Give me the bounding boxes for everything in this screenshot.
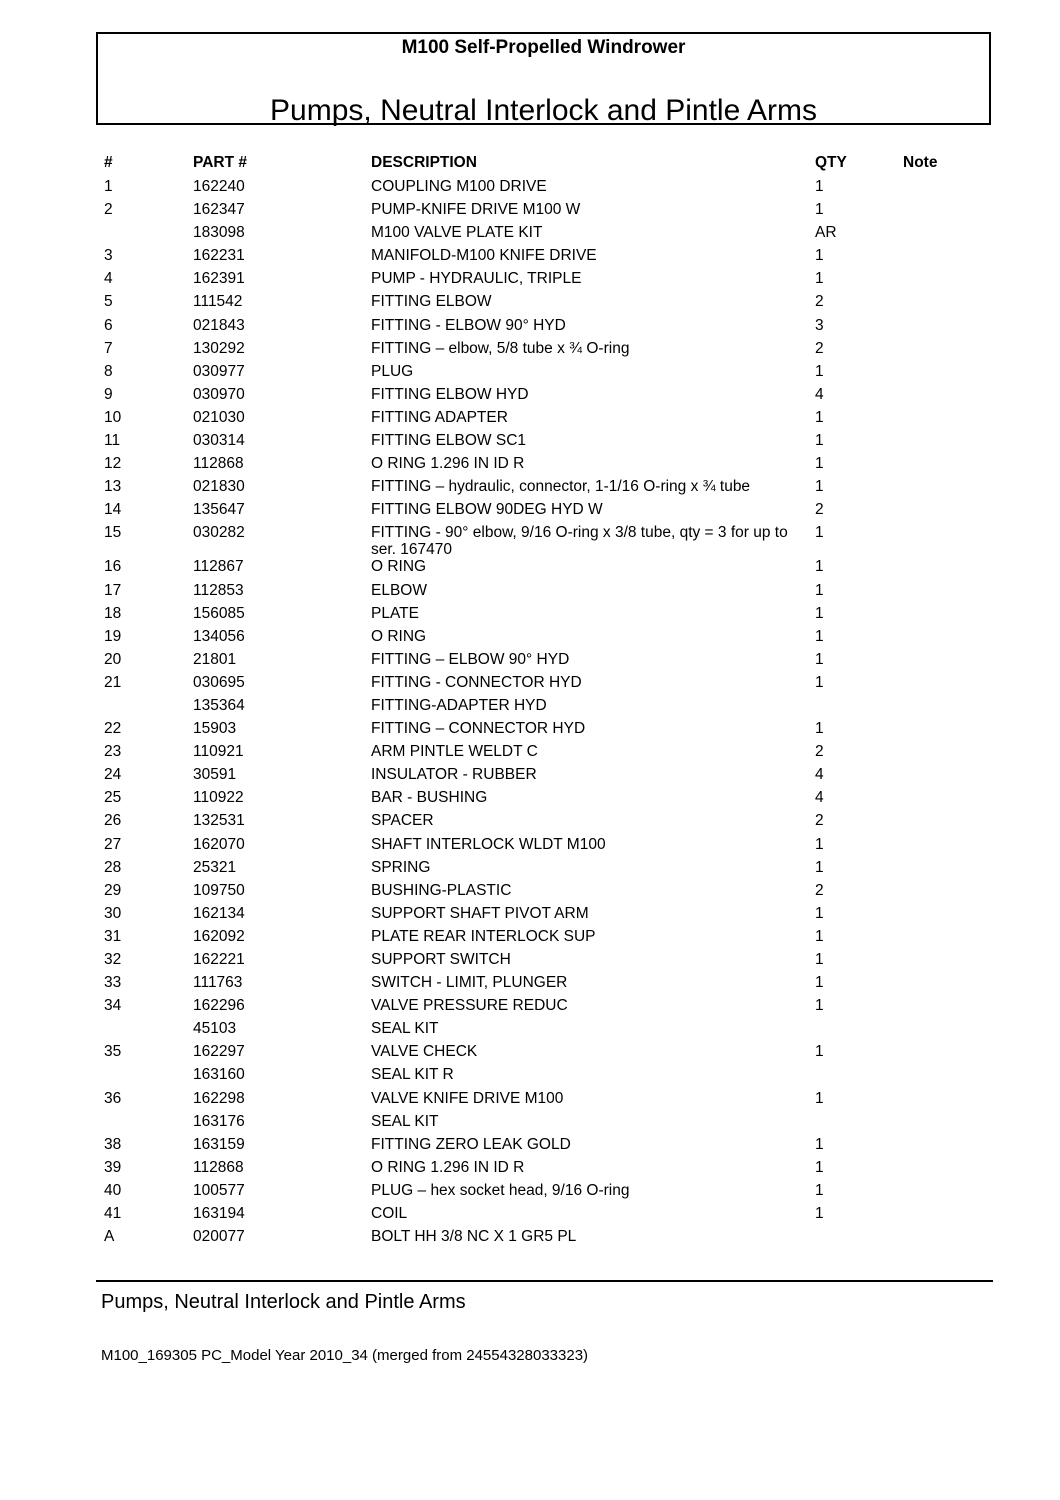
part-number: 132531 <box>193 812 245 830</box>
part-note <box>903 478 964 501</box>
part-quantity: 1 <box>815 178 824 195</box>
part-note <box>903 720 964 743</box>
part-note <box>903 974 964 997</box>
table-row <box>104 501 964 524</box>
part-quantity: 1 <box>815 1158 824 1176</box>
part-quantity <box>815 1113 903 1136</box>
table-row <box>104 766 964 789</box>
part-quantity <box>815 697 903 720</box>
row-number: 13 <box>104 478 122 496</box>
part-number: 021030 <box>193 408 245 426</box>
column-header-description: DESCRIPTION <box>371 154 477 171</box>
part-description: FITTING ADAPTER <box>371 408 508 426</box>
part-description: BOLT HH 3/8 NC X 1 GR5 PL <box>371 1228 577 1246</box>
part-note <box>903 247 964 270</box>
table-row <box>104 974 964 997</box>
part-note <box>903 524 964 558</box>
part-description: SWITCH - LIMIT, PLUNGER <box>371 974 568 992</box>
part-description: O RING <box>371 627 427 645</box>
part-quantity: 1 <box>815 455 824 473</box>
table-row <box>104 224 964 247</box>
table-row <box>104 997 964 1020</box>
part-quantity: 2 <box>815 339 824 357</box>
part-note <box>903 697 964 720</box>
table-row <box>104 293 964 316</box>
part-note <box>903 928 964 951</box>
part-number: 183098 <box>193 224 245 242</box>
part-description: PUMP-KNIFE DRIVE M100 W <box>371 201 581 219</box>
part-number: 112868 <box>193 1158 244 1176</box>
part-number: 112868 <box>193 455 244 473</box>
part-quantity: 1 <box>815 408 824 426</box>
part-description: PLATE <box>371 604 419 622</box>
table-row <box>104 605 964 628</box>
part-quantity: 1 <box>815 650 824 668</box>
part-note <box>903 1113 964 1136</box>
table-row <box>104 951 964 974</box>
page-title: Pumps, Neutral Interlock and Pintle Arms <box>270 94 817 127</box>
table-row <box>104 270 964 293</box>
part-quantity: 1 <box>815 581 824 599</box>
part-number: 111542 <box>193 293 243 311</box>
row-number: 36 <box>104 1089 122 1107</box>
part-number: 030314 <box>193 432 245 450</box>
parts-table <box>104 154 964 1251</box>
row-number: 40 <box>104 1181 122 1199</box>
table-row <box>104 524 964 558</box>
footer-divider <box>96 1280 993 1282</box>
part-number: 45103 <box>193 1020 237 1038</box>
part-number: 134056 <box>193 627 245 645</box>
part-quantity: 1 <box>815 362 824 380</box>
part-description: O RING 1.296 IN ID R <box>371 1158 525 1176</box>
row-number: 11 <box>104 432 121 450</box>
part-number: 109750 <box>193 881 245 899</box>
table-row <box>104 1205 964 1228</box>
column-header-number: # <box>104 154 113 171</box>
table-row <box>104 1182 964 1205</box>
table-row <box>104 905 964 928</box>
part-note <box>903 1066 964 1089</box>
row-number: 14 <box>104 501 122 519</box>
part-quantity: 1 <box>815 858 824 876</box>
part-number: 162297 <box>193 1043 245 1061</box>
part-note <box>903 582 964 605</box>
row-number: 6 <box>104 316 113 334</box>
part-number: 030282 <box>193 524 245 542</box>
row-number: 17 <box>104 581 122 599</box>
part-quantity: 4 <box>815 766 824 784</box>
table-row <box>104 582 964 605</box>
row-number: 39 <box>104 1158 122 1176</box>
column-header-note: Note <box>903 154 938 171</box>
part-note <box>903 605 964 628</box>
part-note <box>903 743 964 766</box>
part-quantity: 4 <box>815 789 824 807</box>
part-note <box>903 201 964 224</box>
part-note <box>903 836 964 859</box>
table-row <box>104 720 964 743</box>
part-quantity: 1 <box>815 524 824 542</box>
table-row <box>104 882 964 905</box>
row-number: 3 <box>104 247 113 265</box>
part-quantity: 1 <box>815 1205 824 1223</box>
table-row <box>104 628 964 651</box>
part-number: 021843 <box>193 316 245 334</box>
part-quantity: 3 <box>815 316 824 334</box>
part-number: 30591 <box>193 766 237 784</box>
part-number: 162347 <box>193 201 245 219</box>
part-note <box>903 363 964 386</box>
part-quantity: 1 <box>815 247 824 265</box>
row-number: 33 <box>104 974 122 992</box>
title-box <box>96 32 991 125</box>
part-note <box>903 997 964 1020</box>
part-description: O RING <box>371 558 427 576</box>
table-row <box>104 812 964 835</box>
table-row <box>104 859 964 882</box>
table-row <box>104 697 964 720</box>
part-note <box>903 651 964 674</box>
part-description: FITTING ZERO LEAK GOLD <box>371 1135 571 1153</box>
part-description: BUSHING-PLASTIC <box>371 881 512 899</box>
part-number: 163160 <box>193 1066 245 1084</box>
table-row <box>104 178 964 201</box>
row-number: 19 <box>104 627 122 645</box>
part-quantity: 1 <box>815 951 824 968</box>
part-quantity: 2 <box>815 812 824 830</box>
part-description: FITTING ELBOW HYD <box>371 385 529 403</box>
footer-reference: M100_169305 PC_Model Year 2010_34 (merged from 24554328033323) <box>101 1347 589 1364</box>
part-number: 020077 <box>193 1228 245 1246</box>
table-row <box>104 432 964 455</box>
part-number: 163176 <box>193 1112 245 1130</box>
table-row <box>104 1066 964 1089</box>
part-note <box>903 789 964 812</box>
row-number: 23 <box>104 743 122 761</box>
row-number <box>104 224 193 247</box>
row-number <box>104 1066 193 1089</box>
table-row <box>104 1228 964 1251</box>
part-note <box>903 317 964 340</box>
row-number: 7 <box>104 339 113 357</box>
row-number: 24 <box>104 766 122 784</box>
part-number: 021830 <box>193 478 245 496</box>
table-row <box>104 558 964 581</box>
part-note <box>903 1136 964 1159</box>
part-number: 162070 <box>193 835 245 853</box>
part-note <box>903 1205 964 1228</box>
row-number: 20 <box>104 650 122 668</box>
part-quantity: 1 <box>815 270 824 288</box>
part-quantity: 1 <box>815 904 824 922</box>
part-description: VALVE CHECK <box>371 1043 478 1061</box>
part-description: MANIFOLD-M100 KNIFE DRIVE <box>371 247 597 265</box>
part-quantity <box>815 1228 903 1251</box>
row-number: 16 <box>104 558 122 576</box>
part-note <box>903 1228 964 1251</box>
part-quantity: 1 <box>815 432 824 450</box>
row-number: A <box>104 1228 115 1246</box>
table-row <box>104 651 964 674</box>
part-note <box>903 882 964 905</box>
part-number: 25321 <box>193 858 237 876</box>
part-quantity: 1 <box>815 927 824 945</box>
part-quantity: AR <box>815 224 837 242</box>
table-row <box>104 409 964 432</box>
table-row <box>104 201 964 224</box>
part-number: 162221 <box>193 951 245 968</box>
row-number: 41 <box>104 1205 122 1223</box>
document-subtitle: M100 Self-Propelled Windrower <box>401 37 686 58</box>
row-number <box>104 697 193 720</box>
part-description: FITTING ELBOW SC1 <box>371 432 527 450</box>
table-row <box>104 928 964 951</box>
part-description: SEAL KIT R <box>371 1066 454 1084</box>
row-number: 9 <box>104 385 113 403</box>
part-description: M100 VALVE PLATE KIT <box>371 224 543 242</box>
part-description: FITTING ELBOW 90DEG HYD W <box>371 501 603 519</box>
table-row <box>104 674 964 697</box>
part-description: SPRING <box>371 858 431 876</box>
row-number: 32 <box>104 951 122 968</box>
table-row <box>104 1020 964 1043</box>
part-quantity: 1 <box>815 478 824 496</box>
part-note <box>903 386 964 409</box>
part-note <box>903 1159 964 1182</box>
column-header-qty: QTY <box>815 154 847 171</box>
row-number: 29 <box>104 881 122 899</box>
part-number: 156085 <box>193 604 245 622</box>
row-number: 12 <box>104 455 122 473</box>
part-description: SPACER <box>371 812 434 830</box>
part-note <box>903 628 964 651</box>
part-number: 030970 <box>193 385 245 403</box>
row-number: 4 <box>104 270 113 288</box>
column-header-part: PART # <box>193 154 247 171</box>
part-number: 030695 <box>193 673 245 691</box>
part-description: PLUG <box>371 362 414 380</box>
row-number: 2 <box>104 201 113 219</box>
part-note <box>903 812 964 835</box>
row-number: 28 <box>104 858 122 876</box>
part-description: SHAFT INTERLOCK WLDT M100 <box>371 835 606 853</box>
part-quantity: 1 <box>815 835 824 853</box>
part-description: FITTING – ELBOW 90° HYD <box>371 650 570 668</box>
part-description: SUPPORT SHAFT PIVOT ARM <box>371 904 589 922</box>
part-number: 163159 <box>193 1135 245 1153</box>
part-number: 162298 <box>193 1089 245 1107</box>
table-row <box>104 743 964 766</box>
table-row <box>104 1159 964 1182</box>
row-number: 1 <box>104 178 113 195</box>
part-note <box>903 558 964 581</box>
part-description: FITTING ELBOW <box>371 293 492 311</box>
part-quantity: 1 <box>815 201 824 219</box>
part-number: 162296 <box>193 997 245 1015</box>
part-quantity: 1 <box>815 558 824 576</box>
part-note <box>903 293 964 316</box>
part-note <box>903 224 964 247</box>
part-quantity <box>815 1066 903 1089</box>
part-number: 162092 <box>193 927 245 945</box>
part-quantity: 1 <box>815 1181 824 1199</box>
row-number: 26 <box>104 812 122 830</box>
part-number: 135647 <box>193 501 245 519</box>
footer-title: Pumps, Neutral Interlock and Pintle Arms <box>101 1291 466 1313</box>
part-description: ELBOW <box>371 581 427 599</box>
row-number: 22 <box>104 720 122 738</box>
table-row <box>104 789 964 812</box>
part-number: 030977 <box>193 362 245 380</box>
table-row <box>104 363 964 386</box>
part-note <box>903 859 964 882</box>
row-number: 27 <box>104 835 122 853</box>
part-description: SEAL KIT <box>371 1020 439 1038</box>
part-quantity: 1 <box>815 720 824 738</box>
part-note <box>903 455 964 478</box>
part-description: FITTING – hydraulic, connector, 1-1/16 O-ring x ¾ tube <box>371 478 751 496</box>
part-description: FITTING - 90° elbow, 9/16 O-ring x 3/8 tube, qty = 3 for up to ser. 167470 <box>371 524 788 559</box>
part-description: INSULATOR - RUBBER <box>371 766 537 784</box>
row-number: 31 <box>104 927 122 945</box>
part-description: FITTING - ELBOW 90° HYD <box>371 316 566 334</box>
table-row <box>104 1043 964 1066</box>
row-number: 15 <box>104 524 122 542</box>
part-number: 162134 <box>193 904 245 922</box>
part-number: 111763 <box>193 974 243 992</box>
part-quantity: 2 <box>815 743 824 761</box>
part-quantity <box>815 1020 903 1043</box>
part-number: 15903 <box>193 720 237 738</box>
row-number: 38 <box>104 1135 122 1153</box>
row-number: 30 <box>104 904 122 922</box>
part-number: 110922 <box>193 789 244 807</box>
part-quantity: 2 <box>815 501 824 519</box>
part-note <box>903 270 964 293</box>
row-number: 35 <box>104 1043 122 1061</box>
row-number: 34 <box>104 997 122 1015</box>
part-note <box>903 178 964 201</box>
table-row <box>104 478 964 501</box>
part-quantity: 1 <box>815 974 824 992</box>
part-note <box>903 340 964 363</box>
part-quantity: 1 <box>815 1043 824 1061</box>
part-note <box>903 1020 964 1043</box>
part-quantity: 2 <box>815 881 824 899</box>
part-note <box>903 905 964 928</box>
part-number: 162240 <box>193 178 245 195</box>
part-number: 21801 <box>193 650 237 668</box>
part-description: SEAL KIT <box>371 1112 439 1130</box>
table-row <box>104 1136 964 1159</box>
part-note <box>903 674 964 697</box>
part-quantity: 4 <box>815 385 824 403</box>
part-description: COUPLING M100 DRIVE <box>371 178 547 195</box>
part-description: COIL <box>371 1205 408 1223</box>
part-description: VALVE KNIFE DRIVE M100 <box>371 1089 564 1107</box>
part-description: ARM PINTLE WELDT C <box>371 743 538 761</box>
part-description: O RING 1.296 IN ID R <box>371 455 525 473</box>
row-number: 8 <box>104 362 113 380</box>
part-note <box>903 501 964 524</box>
part-number: 130292 <box>193 339 245 357</box>
part-number: 135364 <box>193 696 245 714</box>
part-number: 163194 <box>193 1205 245 1223</box>
part-note <box>903 951 964 974</box>
part-description: FITTING – CONNECTOR HYD <box>371 720 586 738</box>
part-description: PUMP - HYDRAULIC, TRIPLE <box>371 270 582 288</box>
row-number: 25 <box>104 789 122 807</box>
part-number: 110921 <box>193 743 244 761</box>
part-note <box>903 1182 964 1205</box>
part-number: 162231 <box>193 247 245 265</box>
part-description: PLATE REAR INTERLOCK SUP <box>371 927 596 945</box>
part-note <box>903 432 964 455</box>
row-number: 21 <box>104 673 122 691</box>
row-number: 5 <box>104 293 113 311</box>
table-header-row <box>104 154 964 178</box>
part-number: 100577 <box>193 1181 245 1199</box>
part-number: 112853 <box>193 581 244 599</box>
part-quantity: 1 <box>815 997 824 1015</box>
part-number: 162391 <box>193 270 245 288</box>
table-row <box>104 1113 964 1136</box>
row-number <box>104 1020 193 1043</box>
row-number: 18 <box>104 604 122 622</box>
part-quantity: 2 <box>815 293 824 311</box>
table-row <box>104 386 964 409</box>
part-quantity: 1 <box>815 1135 824 1153</box>
table-row <box>104 317 964 340</box>
part-note <box>903 409 964 432</box>
part-number: 112867 <box>193 558 244 576</box>
table-row <box>104 455 964 478</box>
part-note <box>903 1090 964 1113</box>
part-quantity: 1 <box>815 673 824 691</box>
part-description: BAR - BUSHING <box>371 789 488 807</box>
part-quantity: 1 <box>815 1089 824 1107</box>
part-description: VALVE PRESSURE REDUC <box>371 997 568 1015</box>
row-number <box>104 1113 193 1136</box>
table-row <box>104 340 964 363</box>
table-row <box>104 1090 964 1113</box>
part-description: FITTING – elbow, 5/8 tube x ¾ O-ring <box>371 339 630 357</box>
part-note <box>903 766 964 789</box>
parts-table-body <box>104 178 964 1251</box>
table-row <box>104 247 964 270</box>
part-description: FITTING - CONNECTOR HYD <box>371 673 582 691</box>
table-row <box>104 836 964 859</box>
part-description: SUPPORT SWITCH <box>371 951 511 968</box>
part-note <box>903 1043 964 1066</box>
part-quantity: 1 <box>815 627 824 645</box>
part-description: FITTING-ADAPTER HYD <box>371 696 547 714</box>
row-number: 10 <box>104 408 122 426</box>
part-description: PLUG – hex socket head, 9/16 O-ring <box>371 1181 630 1199</box>
part-quantity: 1 <box>815 604 824 622</box>
